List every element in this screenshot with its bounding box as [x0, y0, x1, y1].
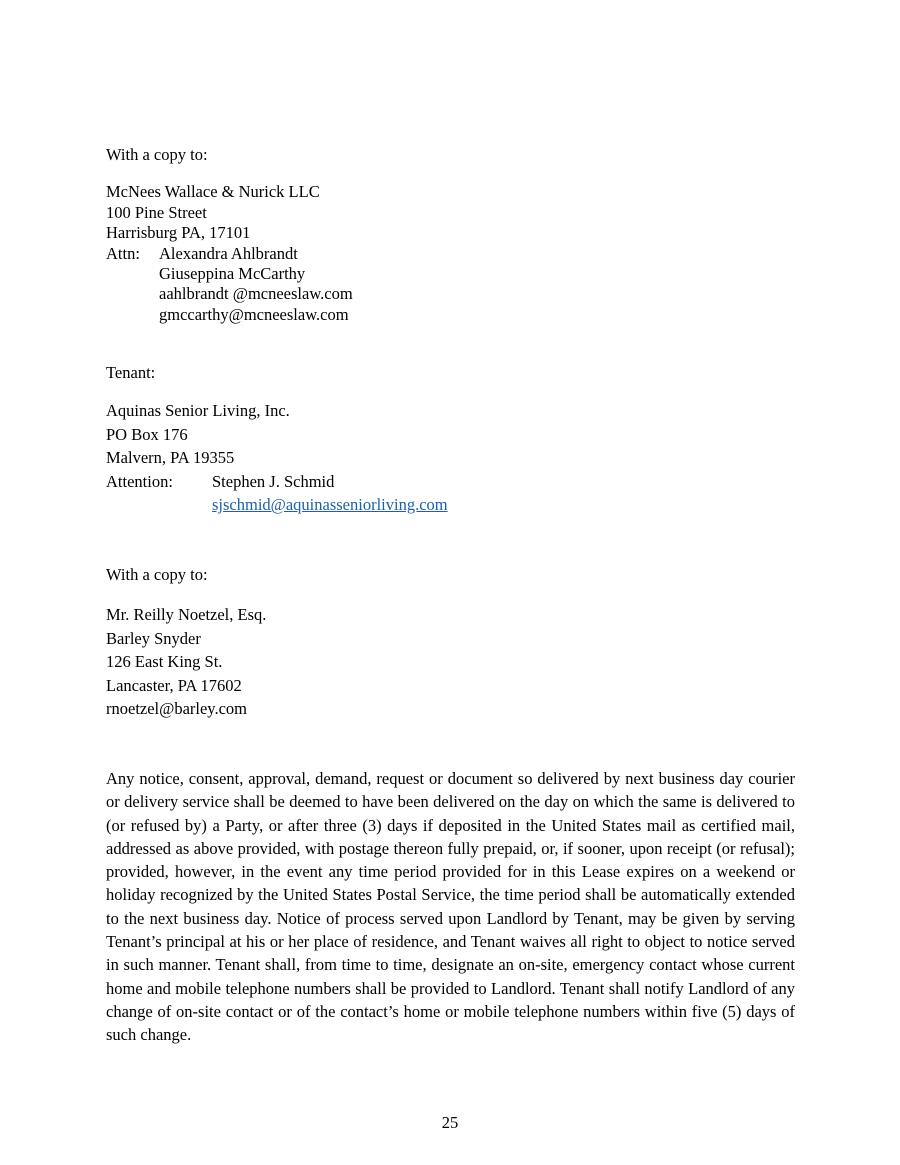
tenant-email-link[interactable]: sjschmid@aquinasseniorliving.com — [212, 495, 448, 514]
attn-row — [106, 244, 353, 264]
copy-to-heading-1: With a copy to: — [106, 145, 208, 164]
attorney-email: rnoetzel@barley.com — [106, 699, 248, 718]
attn-email-2: gmccarthy@mcneeslaw.com — [159, 304, 349, 324]
mcnees-address-block — [106, 182, 353, 325]
attention-row — [106, 470, 448, 494]
tenant-email-line — [106, 493, 448, 517]
barley-address-block — [106, 603, 266, 721]
tenant-company: Aquinas Senior Living, Inc. — [106, 401, 290, 420]
attn-label: Attn: — [106, 243, 140, 263]
firm-name: McNees Wallace & Nurick LLC — [106, 182, 320, 201]
tenant-heading: Tenant: — [106, 363, 156, 382]
copy-to-heading-2: With a copy to: — [106, 565, 208, 584]
copy-to-heading-2-block — [106, 565, 208, 586]
law-firm: Barley Snyder — [106, 628, 201, 648]
tenant-heading-block — [106, 363, 155, 384]
page-number: 25 — [441, 1113, 459, 1132]
attn-email-1: aahlbrandt @mcneeslaw.com — [159, 284, 353, 303]
copy-to-heading-1-block — [106, 145, 208, 166]
city-state-zip: Harrisburg PA, 17101 — [106, 223, 251, 242]
street-address: 100 Pine Street — [106, 202, 207, 222]
attention-label: Attention: — [106, 471, 173, 491]
tenant-po-box: PO Box 176 — [106, 424, 188, 444]
tenant-address-block — [106, 399, 448, 517]
firm-city: Lancaster, PA 17602 — [106, 675, 242, 695]
notice-paragraph: Any notice, consent, approval, demand, request or document so delivered by next business day courier or delivery service shall be deemed to have been delivered on the day on which the same is delivered to (or refused by) a Party, or after three (3) days if deposited in the United States mail as certified mail, addressed as above provided, with postage thereon fully prepaid, or, if sooner, upon receipt (or refusal); provided, however, in the event any time period provided for in this Lease expires on a weekend or holiday recognized by the United States Postal Service, the time period shall be automatically extended to the next business day. Notice of process served upon Landlord by Tenant, may be given by serving Tenant’s principal at his or her place of residence, and Tenant waives all right to object to notice served in such manner. Tenant shall, from time to time, designate an on-site, emergency contact whose current home and mobile telephone numbers shall be provided to Landlord. Tenant shall notify Landlord of any change of on-site contact or of the contact’s home or mobile telephone numbers within five (5) days of such change. — [106, 769, 795, 1045]
firm-street: 126 East King St. — [106, 652, 223, 671]
attorney-name: Mr. Reilly Noetzel, Esq. — [106, 605, 267, 624]
attn-name-2: Giuseppina McCarthy — [159, 263, 306, 283]
attn-name-1: Alexandra Ahlbrandt — [159, 243, 298, 263]
attention-name: Stephen J. Schmid — [212, 471, 335, 491]
tenant-city: Malvern, PA 19355 — [106, 448, 235, 467]
